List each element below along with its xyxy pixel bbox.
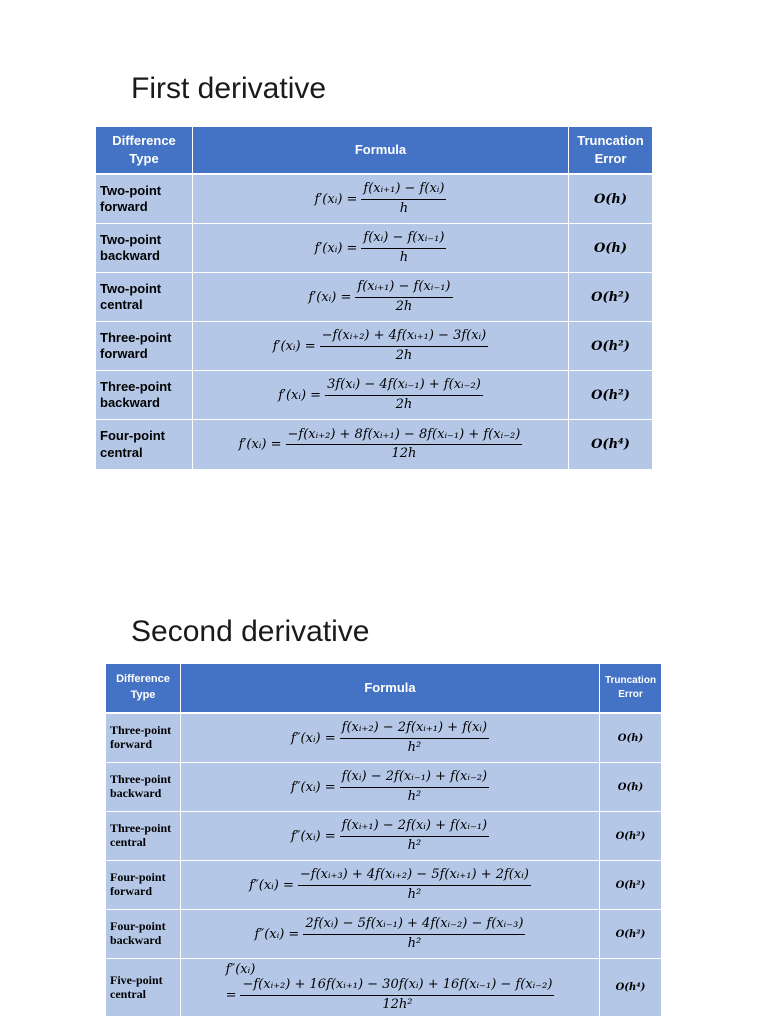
formula-numerator: f(xᵢ₊₂) − 2f(xᵢ₊₁) + f(xᵢ) [340, 720, 489, 738]
formula-denominator: 12h [391, 446, 417, 461]
formula-cell [181, 714, 600, 763]
difference-type-cell: Two-point central [96, 273, 193, 322]
formula-cell [193, 224, 569, 273]
formula-lhs: f′(xᵢ) = [278, 387, 322, 403]
difference-type-cell: Three-point forward [106, 714, 181, 763]
truncation-error-cell: O(h) [600, 714, 661, 763]
header-truncation-error: Truncation Error [569, 127, 652, 175]
difference-type-cell: Three-point central [106, 812, 181, 861]
table-header-row [106, 664, 661, 714]
table-row [96, 322, 652, 371]
formula-lhs: f′(xᵢ) = [314, 191, 358, 207]
header-difference-type: Difference Type [96, 127, 193, 175]
formula-numerator: −f(xᵢ₊₂) + 16f(xᵢ₊₁) − 30f(xᵢ) + 16f(xᵢ₋₁) − f(xᵢ₋₂) [240, 977, 554, 995]
formula-denominator: h² [407, 739, 422, 755]
table-row [96, 224, 652, 273]
truncation-error-cell: O(h²) [569, 371, 652, 420]
difference-type-cell: Three-point backward [96, 371, 193, 420]
formula-cell [193, 322, 569, 371]
formula-lhs: f″(xᵢ) = [249, 877, 294, 893]
table-row [106, 763, 661, 812]
formula-denominator: 2h [395, 347, 413, 363]
formula-denominator: h [399, 249, 409, 265]
table-row [96, 420, 652, 469]
formula-cell [193, 371, 569, 420]
formula-cell [193, 175, 569, 224]
difference-type-cell: Three-point backward [106, 763, 181, 812]
header-difference-type: Difference Type [106, 664, 181, 714]
formula-lhs: f″(xᵢ) = [254, 926, 300, 942]
formula-lhs: f″(xᵢ) = [290, 779, 336, 795]
table-row [106, 910, 661, 959]
formula-denominator: 2h [395, 396, 413, 412]
formula-cell [181, 763, 600, 812]
header-formula: Formula [181, 664, 600, 714]
formula-lhs: f′(xᵢ) = [272, 338, 316, 354]
table-row [96, 273, 652, 322]
first-derivative-table [96, 127, 652, 469]
truncation-error-cell: O(h²) [600, 812, 661, 861]
formula-cell [181, 861, 600, 910]
difference-type-cell: Two-point forward [96, 175, 193, 224]
truncation-error-cell: O(h) [600, 763, 661, 812]
formula-cell [181, 910, 600, 959]
formula-denominator: 12h² [382, 996, 413, 1012]
formula-numerator: 3f(xᵢ) − 4f(xᵢ₋₁) + f(xᵢ₋₂) [325, 377, 483, 395]
difference-type-cell: Five-point central [106, 959, 181, 1016]
formula-lhs: f″(xᵢ) [225, 962, 256, 978]
table-row [106, 812, 661, 861]
table-row [96, 371, 652, 420]
formula-lhs: f′(xᵢ) = [238, 437, 282, 452]
truncation-error-cell: O(h²) [569, 273, 652, 322]
table-row [106, 861, 661, 910]
formula-numerator: −f(xᵢ₊₂) + 8f(xᵢ₊₁) − 8f(xᵢ₋₁) + f(xᵢ₋₂) [286, 427, 523, 445]
truncation-error-cell: O(h²) [600, 861, 661, 910]
truncation-error-cell: O(h²) [569, 322, 652, 371]
table-row [106, 959, 661, 1016]
formula-numerator: 2f(xᵢ) − 5f(xᵢ₋₁) + 4f(xᵢ₋₂) − f(xᵢ₋₃) [303, 916, 525, 934]
formula-denominator: h² [407, 788, 422, 804]
formula-lhs: f′(xᵢ) = [314, 240, 358, 256]
truncation-error-cell: O(h⁴) [569, 420, 652, 469]
formula-lhs: f′(xᵢ) = [308, 289, 352, 305]
difference-type-cell: Three-point forward [96, 322, 193, 371]
formula-numerator: f(xᵢ₊₁) − 2f(xᵢ) + f(xᵢ₋₁) [340, 818, 489, 836]
formula-denominator: 2h [395, 298, 413, 314]
formula-denominator: h² [407, 837, 422, 853]
truncation-error-cell: O(h) [569, 224, 652, 273]
difference-type-cell: Two-point backward [96, 224, 193, 273]
truncation-error-cell: O(h²) [600, 910, 661, 959]
formula-cell [181, 812, 600, 861]
formula-numerator: −f(xᵢ₊₃) + 4f(xᵢ₊₂) − 5f(xᵢ₊₁) + 2f(xᵢ) [298, 867, 531, 885]
header-formula: Formula [193, 127, 569, 175]
formula-lhs: f″(xᵢ) = [290, 730, 336, 746]
formula-numerator: f(xᵢ) − f(xᵢ₋₁) [361, 230, 446, 248]
formula-numerator: f(xᵢ) − 2f(xᵢ₋₁) + f(xᵢ₋₂) [340, 769, 489, 787]
formula-denominator: h² [407, 886, 422, 902]
difference-type-cell: Four-point backward [106, 910, 181, 959]
table-row [96, 175, 652, 224]
header-truncation-error: Truncation Error [600, 664, 661, 714]
formula-numerator: −f(xᵢ₊₂) + 4f(xᵢ₊₁) − 3f(xᵢ) [320, 328, 489, 346]
difference-type-cell: Four-point central [96, 420, 193, 469]
table-header-row [96, 127, 652, 175]
formula-cell [193, 420, 569, 469]
second-derivative-title: Second derivative [131, 615, 370, 648]
formula-numerator: f(xᵢ₊₁) − f(xᵢ₋₁) [355, 279, 452, 297]
table-row [106, 714, 661, 763]
truncation-error-cell: O(h) [569, 175, 652, 224]
formula-numerator: f(xᵢ₊₁) − f(xᵢ) [361, 181, 446, 199]
truncation-error-cell: O(h⁴) [600, 959, 661, 1016]
second-derivative-table [106, 664, 661, 1016]
formula-cell [193, 273, 569, 322]
formula-lhs: f″(xᵢ) = [290, 828, 336, 844]
formula-denominator: h² [407, 935, 422, 951]
difference-type-cell: Four-point forward [106, 861, 181, 910]
formula-denominator: h [399, 200, 409, 216]
formula-equals: = [225, 987, 237, 1003]
first-derivative-title: First derivative [131, 72, 327, 105]
formula-cell [181, 959, 600, 1016]
